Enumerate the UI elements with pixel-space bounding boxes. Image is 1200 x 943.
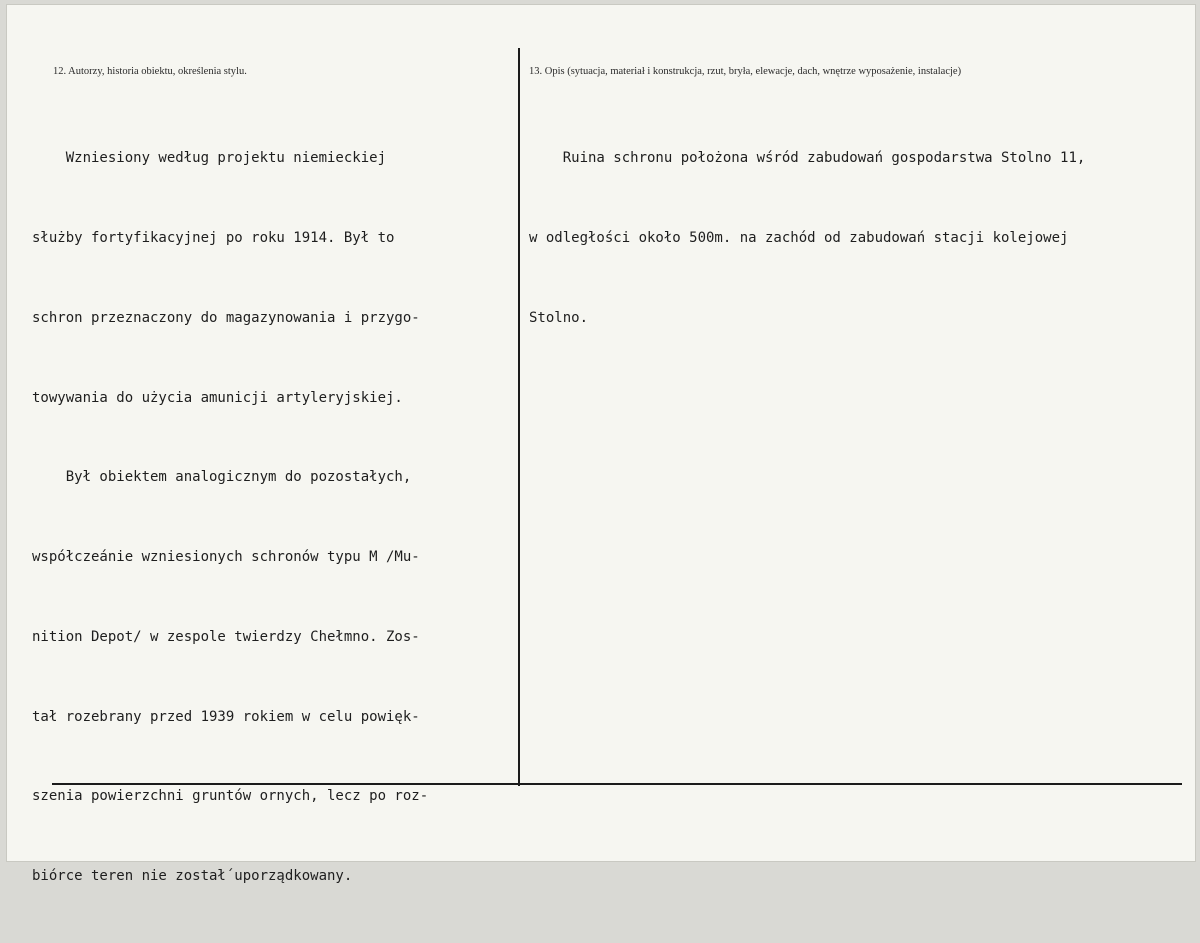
section-12-heading: 12. Autorzy, historia obiektu, określenia stylu. (53, 66, 247, 77)
text-line: Był obiektem analogicznym do pozostałych, (32, 469, 412, 486)
text-line: towywania do użycia amunicji artyleryjskiej. (32, 389, 403, 406)
text-line: Stolno. (529, 309, 589, 326)
text-line: Wzniesiony według projektu niemieckiej (32, 150, 387, 167)
document-card (6, 4, 1196, 885)
text-line: współczeánie wzniesionych schronów typu M /Mu- (32, 549, 420, 566)
section-13-text (529, 92, 1085, 385)
text-line: służby fortyfikacyjnej po roku 1914. Był to (32, 229, 395, 246)
column-divider (518, 48, 520, 786)
text-line: nition Depot/ w zespole twierdzy Chełmno. Zos- (32, 628, 420, 645)
text-line: schron przeznaczony do magazynowania i przygo- (32, 309, 420, 326)
section-13-heading: 13. Opis (sytuacja, materiał i konstrukcja, rzut, bryła, elewacje, dach, wnętrze wyposażenie, instalacje) (529, 66, 962, 77)
text-line: Ruina schronu położona wśród zabudowań gospodarstwa Stolno 11, (529, 150, 1086, 167)
section-12-text (32, 92, 428, 943)
text-line: w odległości około 500m. na zachód od zabudowań stacji kolejowej (529, 229, 1069, 246)
text-line: tał rozebrany przed 1939 rokiem w celu powięk- (32, 708, 420, 725)
text-line: biórce teren nie został´uporządkowany. (32, 868, 353, 885)
text-line: szenia powierzchni gruntów ornych, lecz po roz- (32, 788, 429, 805)
